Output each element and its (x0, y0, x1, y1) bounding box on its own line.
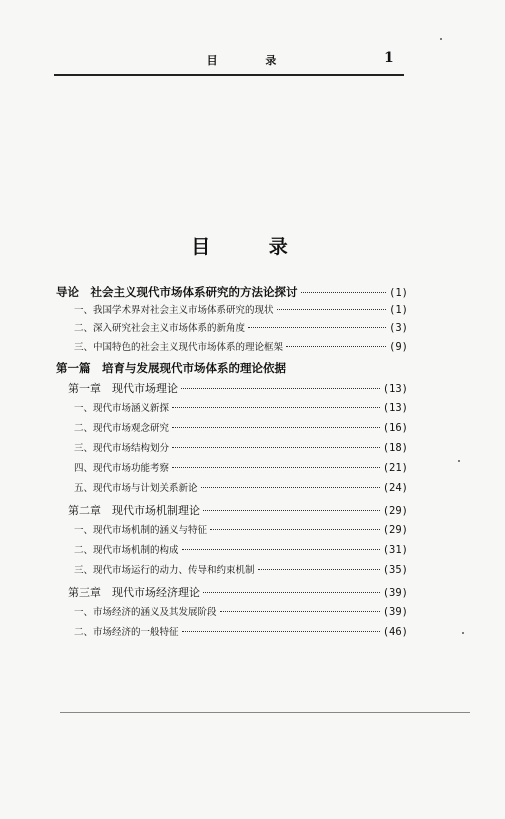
toc-section (74, 522, 408, 540)
toc-section (74, 339, 408, 357)
toc-intro (56, 284, 408, 302)
leader-dots (220, 611, 380, 612)
leader-dots (201, 487, 380, 488)
toc-section-page: (29) (382, 524, 408, 536)
toc-section (74, 320, 408, 338)
toc-section-page: (16) (382, 422, 408, 434)
toc-section-label: 四、现代市场功能考察 (74, 463, 170, 474)
page-title: 目 录 (191, 236, 314, 258)
toc-section-label: 一、现代市场机制的涵义与特征 (74, 525, 208, 536)
toc-section (74, 604, 408, 622)
leader-dots (172, 467, 380, 468)
leader-dots (258, 569, 380, 570)
scan-speck (462, 632, 464, 634)
toc-section (74, 440, 408, 458)
toc-chapter (68, 584, 408, 602)
toc-chapter-label: 第一章 现代市场理论 (68, 382, 178, 395)
toc-section-page: (13) (382, 402, 408, 414)
toc-chapter-page: (13) (382, 383, 408, 395)
toc-chapter (68, 502, 408, 520)
leader-dots (172, 427, 380, 428)
page-number: 1 (384, 50, 394, 66)
toc-section-label: 三、现代市场运行的动力、传导和约束机制 (74, 565, 255, 576)
toc-section (74, 480, 408, 498)
toc-intro-page: (1) (389, 287, 408, 299)
toc-section (74, 624, 408, 642)
toc-part-label: 第一篇 培育与发展现代市场体系的理论依据 (56, 361, 286, 375)
toc-section-label: 二、现代市场机制的构成 (74, 545, 179, 556)
toc-section-page: (1) (389, 304, 408, 316)
toc-chapter (68, 380, 408, 398)
leader-dots (286, 346, 386, 347)
leader-dots (182, 631, 380, 632)
toc-section-label: 三、现代市场结构划分 (74, 443, 170, 454)
leader-dots (248, 327, 386, 328)
toc-section (74, 400, 408, 418)
toc-section-page: (31) (382, 544, 408, 556)
toc-section-page: (9) (389, 341, 408, 353)
toc-section-label: 五、现代市场与计划关系新论 (74, 483, 198, 494)
toc-section-label: 一、市场经济的涵义及其发展阶段 (74, 607, 217, 618)
toc-section (74, 542, 408, 560)
leader-dots (182, 549, 380, 550)
toc-chapter-label: 第三章 现代市场经济理论 (68, 586, 200, 599)
toc-section-page: (24) (382, 482, 408, 494)
toc-section-label: 三、中国特色的社会主义现代市场体系的理论框架 (74, 342, 284, 353)
leader-dots (172, 407, 380, 408)
scan-edge-line (60, 712, 470, 713)
toc-section-page: (21) (382, 462, 408, 474)
toc-section (74, 562, 408, 580)
toc-section-label: 二、市场经济的一般特征 (74, 627, 179, 638)
toc-section (74, 420, 408, 438)
toc-section-page: (46) (382, 626, 408, 638)
toc-section-page: (18) (382, 442, 408, 454)
leader-dots (277, 309, 387, 310)
toc-section-label: 二、现代市场观念研究 (74, 423, 170, 434)
toc-part (56, 360, 408, 378)
leader-dots (210, 529, 380, 530)
toc-section-label: 二、深入研究社会主义市场体系的新角度 (74, 323, 246, 334)
scan-speck (440, 38, 442, 40)
leader-dots (181, 388, 380, 389)
toc-chapter-page: (39) (382, 587, 408, 599)
scan-speck (458, 460, 460, 462)
leader-dots (203, 592, 380, 593)
toc-intro-label: 导论 社会主义现代市场体系研究的方法论探讨 (56, 285, 298, 299)
header-rule (54, 74, 404, 76)
toc-chapter-label: 第二章 现代市场机制理论 (68, 504, 200, 517)
toc-section-page: (3) (389, 322, 408, 334)
toc-section (74, 302, 408, 320)
toc-section-label: 一、我国学术界对社会主义市场体系研究的现状 (74, 305, 274, 316)
toc-section (74, 460, 408, 478)
toc-chapter-page: (29) (382, 505, 408, 517)
toc-section-label: 一、现代市场涵义新探 (74, 403, 170, 414)
toc-section-page: (39) (382, 606, 408, 618)
leader-dots (301, 292, 387, 293)
toc-section-page: (35) (382, 564, 408, 576)
leader-dots (203, 510, 380, 511)
leader-dots (172, 447, 380, 448)
running-header-title: 目 录 (206, 54, 299, 67)
